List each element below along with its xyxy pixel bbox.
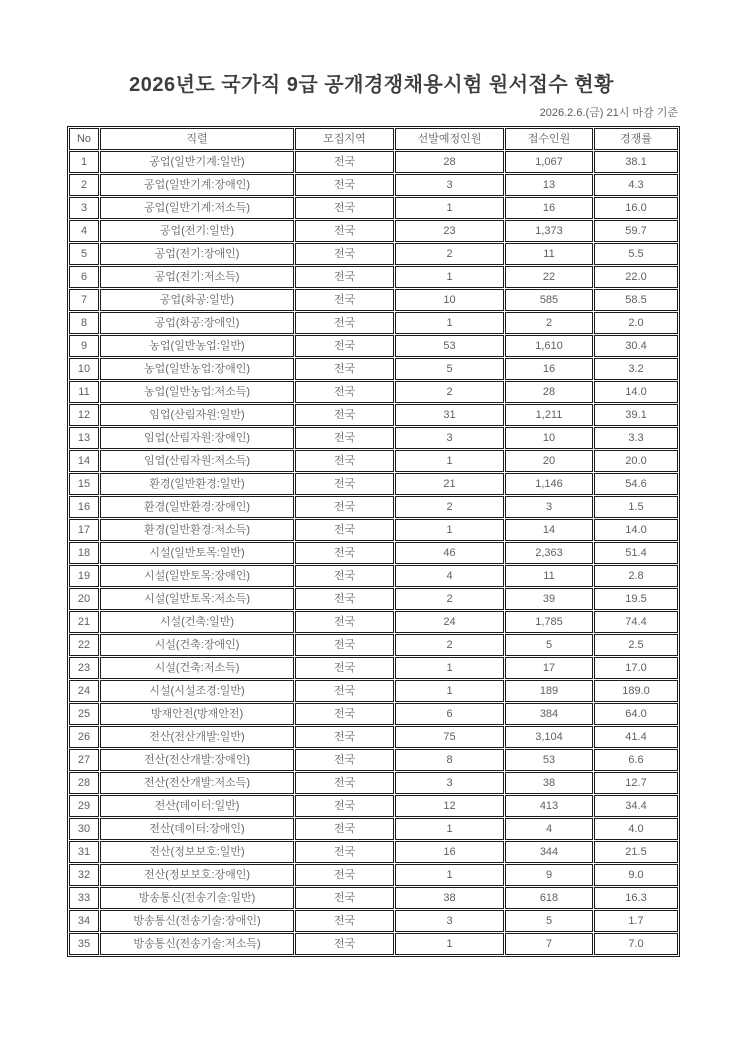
cell-planned: 6	[395, 703, 504, 725]
cell-planned: 3	[395, 772, 504, 794]
cell-applicants: 1,373	[505, 220, 593, 242]
cell-no: 26	[69, 726, 99, 748]
cell-planned: 12	[395, 795, 504, 817]
cell-ratio: 20.0	[594, 450, 678, 472]
cell-no: 1	[69, 151, 99, 173]
cell-series: 환경(일반환경:저소득)	[100, 519, 294, 541]
table-row	[69, 542, 678, 564]
cell-region: 전국	[295, 634, 394, 656]
table-row	[69, 795, 678, 817]
cell-applicants: 5	[505, 910, 593, 932]
cell-no: 28	[69, 772, 99, 794]
cell-region: 전국	[295, 519, 394, 541]
table-row	[69, 197, 678, 219]
cell-planned: 1	[395, 519, 504, 541]
cell-region: 전국	[295, 588, 394, 610]
cell-region: 전국	[295, 381, 394, 403]
cell-no: 7	[69, 289, 99, 311]
cell-applicants: 10	[505, 427, 593, 449]
table-row	[69, 312, 678, 334]
cell-ratio: 51.4	[594, 542, 678, 564]
cell-region: 전국	[295, 450, 394, 472]
cell-no: 20	[69, 588, 99, 610]
table-row	[69, 657, 678, 679]
cell-no: 30	[69, 818, 99, 840]
cell-no: 15	[69, 473, 99, 495]
cell-region: 전국	[295, 864, 394, 886]
cell-no: 13	[69, 427, 99, 449]
cell-ratio: 2.0	[594, 312, 678, 334]
table-row	[69, 174, 678, 196]
table-row	[69, 358, 678, 380]
cell-series: 전산(전산개발:저소득)	[100, 772, 294, 794]
cell-planned: 28	[395, 151, 504, 173]
cell-series: 공업(일반기계:장애인)	[100, 174, 294, 196]
cell-region: 전국	[295, 680, 394, 702]
cell-ratio: 4.3	[594, 174, 678, 196]
cell-planned: 1	[395, 680, 504, 702]
table-row	[69, 519, 678, 541]
cell-region: 전국	[295, 243, 394, 265]
application-status-table	[67, 126, 680, 957]
cell-applicants: 53	[505, 749, 593, 771]
cell-series: 환경(일반환경:장애인)	[100, 496, 294, 518]
cell-planned: 1	[395, 197, 504, 219]
cell-applicants: 1,785	[505, 611, 593, 633]
cell-series: 시설(일반토목:저소득)	[100, 588, 294, 610]
cell-ratio: 2.5	[594, 634, 678, 656]
cell-no: 18	[69, 542, 99, 564]
table-row	[69, 887, 678, 909]
cell-series: 시설(건축:저소득)	[100, 657, 294, 679]
table-body	[69, 151, 678, 955]
cell-planned: 21	[395, 473, 504, 495]
table-row	[69, 933, 678, 955]
cell-region: 전국	[295, 726, 394, 748]
cell-region: 전국	[295, 427, 394, 449]
cell-no: 35	[69, 933, 99, 955]
cell-series: 방재안전(방재안전)	[100, 703, 294, 725]
table-row	[69, 772, 678, 794]
cell-region: 전국	[295, 910, 394, 932]
cell-ratio: 12.7	[594, 772, 678, 794]
cell-planned: 31	[395, 404, 504, 426]
cell-ratio: 1.7	[594, 910, 678, 932]
cell-applicants: 2,363	[505, 542, 593, 564]
cell-ratio: 21.5	[594, 841, 678, 863]
cell-applicants: 11	[505, 243, 593, 265]
cell-no: 24	[69, 680, 99, 702]
cell-planned: 1	[395, 450, 504, 472]
cell-applicants: 384	[505, 703, 593, 725]
table-row	[69, 565, 678, 587]
cell-no: 19	[69, 565, 99, 587]
cell-applicants: 618	[505, 887, 593, 909]
cell-no: 4	[69, 220, 99, 242]
cell-applicants: 7	[505, 933, 593, 955]
cell-planned: 2	[395, 588, 504, 610]
cell-ratio: 30.4	[594, 335, 678, 357]
cell-no: 32	[69, 864, 99, 886]
table-row	[69, 404, 678, 426]
table-row	[69, 818, 678, 840]
cell-no: 11	[69, 381, 99, 403]
table-header-row	[69, 128, 678, 150]
cell-region: 전국	[295, 289, 394, 311]
cell-planned: 75	[395, 726, 504, 748]
cell-planned: 3	[395, 427, 504, 449]
cell-ratio: 16.3	[594, 887, 678, 909]
cell-ratio: 4.0	[594, 818, 678, 840]
cell-planned: 38	[395, 887, 504, 909]
cell-applicants: 1,067	[505, 151, 593, 173]
cell-series: 시설(시설조경:일반)	[100, 680, 294, 702]
cell-region: 전국	[295, 312, 394, 334]
cell-applicants: 4	[505, 818, 593, 840]
cell-series: 시설(건축:장애인)	[100, 634, 294, 656]
column-header-no: No	[69, 128, 99, 150]
cell-planned: 3	[395, 174, 504, 196]
table-row	[69, 703, 678, 725]
cell-region: 전국	[295, 657, 394, 679]
cell-no: 22	[69, 634, 99, 656]
cell-region: 전국	[295, 174, 394, 196]
cell-planned: 1	[395, 657, 504, 679]
cell-applicants: 20	[505, 450, 593, 472]
column-header-region: 모집지역	[295, 128, 394, 150]
cell-no: 29	[69, 795, 99, 817]
cell-applicants: 16	[505, 358, 593, 380]
cell-region: 전국	[295, 818, 394, 840]
cell-region: 전국	[295, 887, 394, 909]
cell-region: 전국	[295, 772, 394, 794]
cell-no: 31	[69, 841, 99, 863]
cell-series: 전산(전산개발:장애인)	[100, 749, 294, 771]
cell-no: 23	[69, 657, 99, 679]
cell-applicants: 13	[505, 174, 593, 196]
cell-no: 6	[69, 266, 99, 288]
cell-applicants: 3	[505, 496, 593, 518]
cell-ratio: 17.0	[594, 657, 678, 679]
cell-applicants: 1,146	[505, 473, 593, 495]
cell-ratio: 34.4	[594, 795, 678, 817]
cell-region: 전국	[295, 266, 394, 288]
cell-applicants: 22	[505, 266, 593, 288]
table-row	[69, 450, 678, 472]
cell-ratio: 74.4	[594, 611, 678, 633]
cell-no: 16	[69, 496, 99, 518]
cell-applicants: 2	[505, 312, 593, 334]
cell-no: 34	[69, 910, 99, 932]
cell-ratio: 58.5	[594, 289, 678, 311]
table-row	[69, 427, 678, 449]
cell-ratio: 16.0	[594, 197, 678, 219]
cell-region: 전국	[295, 565, 394, 587]
cell-series: 공업(전기:장애인)	[100, 243, 294, 265]
cell-planned: 2	[395, 496, 504, 518]
cell-planned: 8	[395, 749, 504, 771]
cell-ratio: 38.1	[594, 151, 678, 173]
cell-series: 방송통신(전송기술:저소득)	[100, 933, 294, 955]
cell-planned: 10	[395, 289, 504, 311]
cell-region: 전국	[295, 749, 394, 771]
cell-series: 전산(정보보호:장애인)	[100, 864, 294, 886]
cell-series: 방송통신(전송기술:일반)	[100, 887, 294, 909]
cell-series: 환경(일반환경:일반)	[100, 473, 294, 495]
cell-ratio: 1.5	[594, 496, 678, 518]
cell-region: 전국	[295, 611, 394, 633]
table-row	[69, 749, 678, 771]
cell-applicants: 11	[505, 565, 593, 587]
cell-region: 전국	[295, 496, 394, 518]
cell-no: 33	[69, 887, 99, 909]
column-header-series: 직렬	[100, 128, 294, 150]
cell-planned: 53	[395, 335, 504, 357]
cell-ratio: 5.5	[594, 243, 678, 265]
cell-applicants: 344	[505, 841, 593, 863]
cell-series: 전산(데이터:장애인)	[100, 818, 294, 840]
cell-planned: 2	[395, 381, 504, 403]
cell-series: 공업(화공:장애인)	[100, 312, 294, 334]
table-row	[69, 381, 678, 403]
cell-ratio: 39.1	[594, 404, 678, 426]
cell-applicants: 189	[505, 680, 593, 702]
cell-series: 농업(일반농업:장애인)	[100, 358, 294, 380]
cell-planned: 2	[395, 634, 504, 656]
cell-ratio: 2.8	[594, 565, 678, 587]
cell-region: 전국	[295, 220, 394, 242]
table-row	[69, 473, 678, 495]
cell-planned: 16	[395, 841, 504, 863]
cell-planned: 1	[395, 312, 504, 334]
cell-ratio: 19.5	[594, 588, 678, 610]
table-row	[69, 611, 678, 633]
cell-applicants: 413	[505, 795, 593, 817]
table-row	[69, 289, 678, 311]
table-row	[69, 726, 678, 748]
table-row	[69, 841, 678, 863]
cell-no: 17	[69, 519, 99, 541]
table-row	[69, 680, 678, 702]
cell-series: 공업(일반기계:저소득)	[100, 197, 294, 219]
cell-planned: 4	[395, 565, 504, 587]
table-row	[69, 151, 678, 173]
cell-region: 전국	[295, 795, 394, 817]
table-row	[69, 864, 678, 886]
table-row	[69, 910, 678, 932]
cell-planned: 3	[395, 910, 504, 932]
cell-series: 공업(화공:일반)	[100, 289, 294, 311]
cell-region: 전국	[295, 473, 394, 495]
cell-series: 시설(일반토목:장애인)	[100, 565, 294, 587]
cell-planned: 1	[395, 933, 504, 955]
cell-applicants: 38	[505, 772, 593, 794]
cell-ratio: 6.6	[594, 749, 678, 771]
cell-applicants: 1,610	[505, 335, 593, 357]
cell-ratio: 54.6	[594, 473, 678, 495]
table-row	[69, 335, 678, 357]
cell-no: 27	[69, 749, 99, 771]
column-header-planned: 선발예정인원	[395, 128, 504, 150]
cell-applicants: 39	[505, 588, 593, 610]
cell-ratio: 41.4	[594, 726, 678, 748]
cell-ratio: 14.0	[594, 519, 678, 541]
table-row	[69, 588, 678, 610]
cell-ratio: 3.3	[594, 427, 678, 449]
cell-ratio: 22.0	[594, 266, 678, 288]
cell-no: 2	[69, 174, 99, 196]
cell-applicants: 3,104	[505, 726, 593, 748]
table-row	[69, 220, 678, 242]
cell-no: 3	[69, 197, 99, 219]
cell-series: 방송통신(전송기술:장애인)	[100, 910, 294, 932]
cell-no: 14	[69, 450, 99, 472]
deadline-note: 2026.2.6.(금) 21시 마감 기준	[539, 107, 678, 119]
cell-ratio: 189.0	[594, 680, 678, 702]
cell-no: 5	[69, 243, 99, 265]
table-row	[69, 634, 678, 656]
cell-series: 전산(전산개발:일반)	[100, 726, 294, 748]
table-row	[69, 243, 678, 265]
cell-region: 전국	[295, 335, 394, 357]
cell-series: 공업(전기:저소득)	[100, 266, 294, 288]
cell-series: 임업(산림자원:저소득)	[100, 450, 294, 472]
cell-region: 전국	[295, 151, 394, 173]
cell-planned: 24	[395, 611, 504, 633]
cell-ratio: 59.7	[594, 220, 678, 242]
cell-region: 전국	[295, 404, 394, 426]
cell-region: 전국	[295, 703, 394, 725]
cell-ratio: 14.0	[594, 381, 678, 403]
cell-series: 농업(일반농업:일반)	[100, 335, 294, 357]
cell-planned: 23	[395, 220, 504, 242]
cell-applicants: 16	[505, 197, 593, 219]
cell-planned: 2	[395, 243, 504, 265]
cell-applicants: 28	[505, 381, 593, 403]
cell-region: 전국	[295, 841, 394, 863]
cell-no: 21	[69, 611, 99, 633]
cell-region: 전국	[295, 197, 394, 219]
cell-ratio: 9.0	[594, 864, 678, 886]
cell-region: 전국	[295, 358, 394, 380]
cell-series: 임업(산림자원:장애인)	[100, 427, 294, 449]
column-header-applicants: 접수인원	[505, 128, 593, 150]
page-title: 2026년도 국가직 9급 공개경쟁채용시험 원서접수 현황	[129, 74, 614, 96]
cell-series: 농업(일반농업:저소득)	[100, 381, 294, 403]
cell-planned: 1	[395, 266, 504, 288]
cell-applicants: 9	[505, 864, 593, 886]
cell-applicants: 585	[505, 289, 593, 311]
cell-series: 시설(일반토목:일반)	[100, 542, 294, 564]
cell-no: 9	[69, 335, 99, 357]
cell-series: 시설(건축:일반)	[100, 611, 294, 633]
cell-ratio: 7.0	[594, 933, 678, 955]
column-header-ratio: 경쟁률	[594, 128, 678, 150]
cell-applicants: 14	[505, 519, 593, 541]
cell-planned: 1	[395, 864, 504, 886]
table-row	[69, 266, 678, 288]
cell-series: 임업(산림자원:일반)	[100, 404, 294, 426]
cell-series: 공업(일반기계:일반)	[100, 151, 294, 173]
cell-no: 12	[69, 404, 99, 426]
cell-no: 10	[69, 358, 99, 380]
cell-series: 공업(전기:일반)	[100, 220, 294, 242]
cell-planned: 46	[395, 542, 504, 564]
cell-applicants: 17	[505, 657, 593, 679]
cell-applicants: 1,211	[505, 404, 593, 426]
cell-region: 전국	[295, 933, 394, 955]
cell-planned: 5	[395, 358, 504, 380]
cell-applicants: 5	[505, 634, 593, 656]
cell-series: 전산(데이터:일반)	[100, 795, 294, 817]
table-row	[69, 496, 678, 518]
cell-ratio: 64.0	[594, 703, 678, 725]
cell-region: 전국	[295, 542, 394, 564]
cell-planned: 1	[395, 818, 504, 840]
cell-no: 8	[69, 312, 99, 334]
cell-series: 전산(정보보호:일반)	[100, 841, 294, 863]
cell-no: 25	[69, 703, 99, 725]
cell-ratio: 3.2	[594, 358, 678, 380]
